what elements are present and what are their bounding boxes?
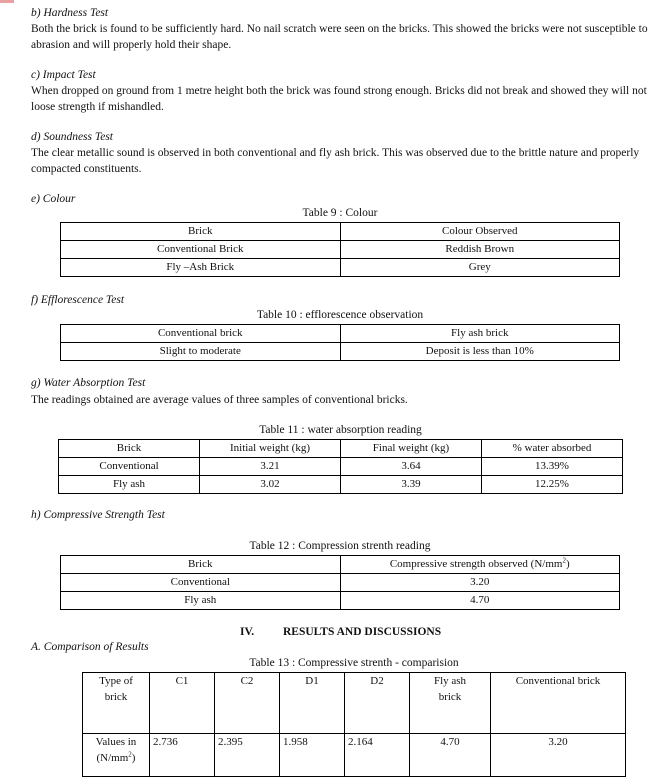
- table13: [82, 672, 626, 777]
- table-header-sub: brick: [438, 691, 462, 703]
- table-cell: Fly ash: [61, 592, 341, 610]
- table-cell: 3.39: [341, 476, 482, 494]
- table-row: [61, 574, 620, 592]
- table12-header-strength-tail: ): [565, 558, 570, 570]
- section-number: IV.: [240, 626, 255, 638]
- efflorescence-heading: f) Efflorescence Test: [31, 294, 125, 306]
- table-cell: 12.25%: [482, 476, 623, 494]
- table-header: Brick: [59, 440, 200, 458]
- table-cell: 3.02: [200, 476, 341, 494]
- table-cell: 1.958: [280, 734, 345, 777]
- table-cell: Deposit is less than 10%: [340, 343, 620, 361]
- table12-header-strength: [340, 556, 620, 574]
- table-header: Initial weight (kg): [200, 440, 341, 458]
- table-cell: Fly –Ash Brick: [61, 259, 341, 277]
- table-row: [83, 673, 626, 734]
- table9-header-brick: Brick: [61, 223, 341, 241]
- table-cell: 3.20: [340, 574, 620, 592]
- table13-value-label-cell: [83, 734, 150, 777]
- table-cell: 13.39%: [482, 458, 623, 476]
- comparison-heading: A. Comparison of Results: [31, 641, 149, 653]
- table-header: D2: [345, 673, 410, 734]
- table-cell: 3.21: [200, 458, 341, 476]
- water-heading: g) Water Absorption Test: [31, 377, 146, 389]
- table13-flyash-header: [410, 673, 491, 734]
- table13-type-cell: [83, 673, 150, 734]
- table-row: [61, 556, 620, 574]
- table13-type-label: Type of: [99, 675, 133, 687]
- table12: [60, 555, 620, 610]
- table-row: [61, 592, 620, 610]
- table-cell: 2.395: [215, 734, 280, 777]
- table-row: [59, 440, 623, 458]
- table-header: % water absorbed: [482, 440, 623, 458]
- table-cell: Conventional: [59, 458, 200, 476]
- water-text: The readings obtained are average values of three samples of conventional bricks.: [31, 394, 408, 406]
- hardness-text: Both the brick is found to be sufficiently hard. No nail scratch were seen on the bricks. This showed the bricks were not susceptible to abrasion and will properly hold their shape.: [31, 23, 648, 51]
- table-cell: 4.70: [410, 734, 491, 777]
- table-cell: Fly ash: [59, 476, 200, 494]
- table-cell: 2.164: [345, 734, 410, 777]
- table-header: Final weight (kg): [341, 440, 482, 458]
- table9-caption: Table 9 : Colour: [302, 207, 378, 219]
- soundness-text: The clear metallic sound is observed in both conventional and fly ash brick. This was observed due to the brittle nature and properly compacted constituents.: [31, 147, 640, 175]
- table10-caption: Table 10 : efflorescence observation: [256, 309, 424, 321]
- unit-text: (N/mm: [96, 752, 129, 764]
- superscript: 2: [128, 750, 132, 759]
- hardness-heading: b) Hardness Test: [31, 7, 109, 19]
- page-corner-mark: [0, 0, 14, 3]
- table-cell: Grey: [340, 259, 620, 277]
- table-row: [61, 343, 620, 361]
- table-row: [59, 458, 623, 476]
- table10-header-conventional: Conventional brick: [61, 325, 341, 343]
- table9: [60, 222, 620, 277]
- unit-tail: ): [131, 752, 136, 764]
- table-cell: Slight to moderate: [61, 343, 341, 361]
- table-row: [61, 325, 620, 343]
- table13-value-label: Values in: [95, 736, 137, 748]
- table-cell: Conventional: [61, 574, 341, 592]
- compressive-heading: h) Compressive Strength Test: [31, 509, 165, 521]
- table13-value-unit: [86, 750, 146, 766]
- table12-header-strength-text: Compressive strength observed (N/mm: [389, 558, 563, 570]
- table-header: Fly ash: [433, 675, 467, 687]
- table11-caption: Table 11 : water absorption reading: [259, 424, 422, 436]
- impact-text: When dropped on ground from 1 metre height both the brick was found strong enough. Bricks did not break and showed they will not loose strength if mishandled.: [31, 85, 647, 113]
- table-row: [59, 476, 623, 494]
- table-cell: 4.70: [340, 592, 620, 610]
- impact-heading: c) Impact Test: [31, 69, 96, 81]
- table-row: [61, 223, 620, 241]
- table-header: Conventional brick: [491, 673, 626, 734]
- section-title: RESULTS AND DISCUSSIONS: [283, 626, 442, 638]
- table11: [58, 439, 623, 494]
- superscript: 2: [562, 556, 566, 565]
- table9-header-colour: Colour Observed: [340, 223, 620, 241]
- table12-caption: Table 12 : Compression strenth reading: [249, 540, 431, 552]
- table-cell: 3.20: [491, 734, 626, 777]
- soundness-heading: d) Soundness Test: [31, 131, 113, 143]
- table-cell: 2.736: [150, 734, 215, 777]
- table-row: [61, 241, 620, 259]
- table-header: D1: [280, 673, 345, 734]
- table12-header-brick: Brick: [61, 556, 341, 574]
- table-row: [83, 734, 626, 777]
- table13-caption: Table 13 : Compressive strenth - comparision: [249, 657, 459, 669]
- table10: [60, 324, 620, 361]
- table-cell: 3.64: [341, 458, 482, 476]
- colour-heading: e) Colour: [31, 193, 76, 205]
- table-row: [61, 259, 620, 277]
- table-cell: Reddish Brown: [340, 241, 620, 259]
- table13-type-label-2: brick: [104, 691, 128, 703]
- table-cell: Conventional Brick: [61, 241, 341, 259]
- table-header: C1: [150, 673, 215, 734]
- table10-header-flyash: Fly ash brick: [340, 325, 620, 343]
- table-header: C2: [215, 673, 280, 734]
